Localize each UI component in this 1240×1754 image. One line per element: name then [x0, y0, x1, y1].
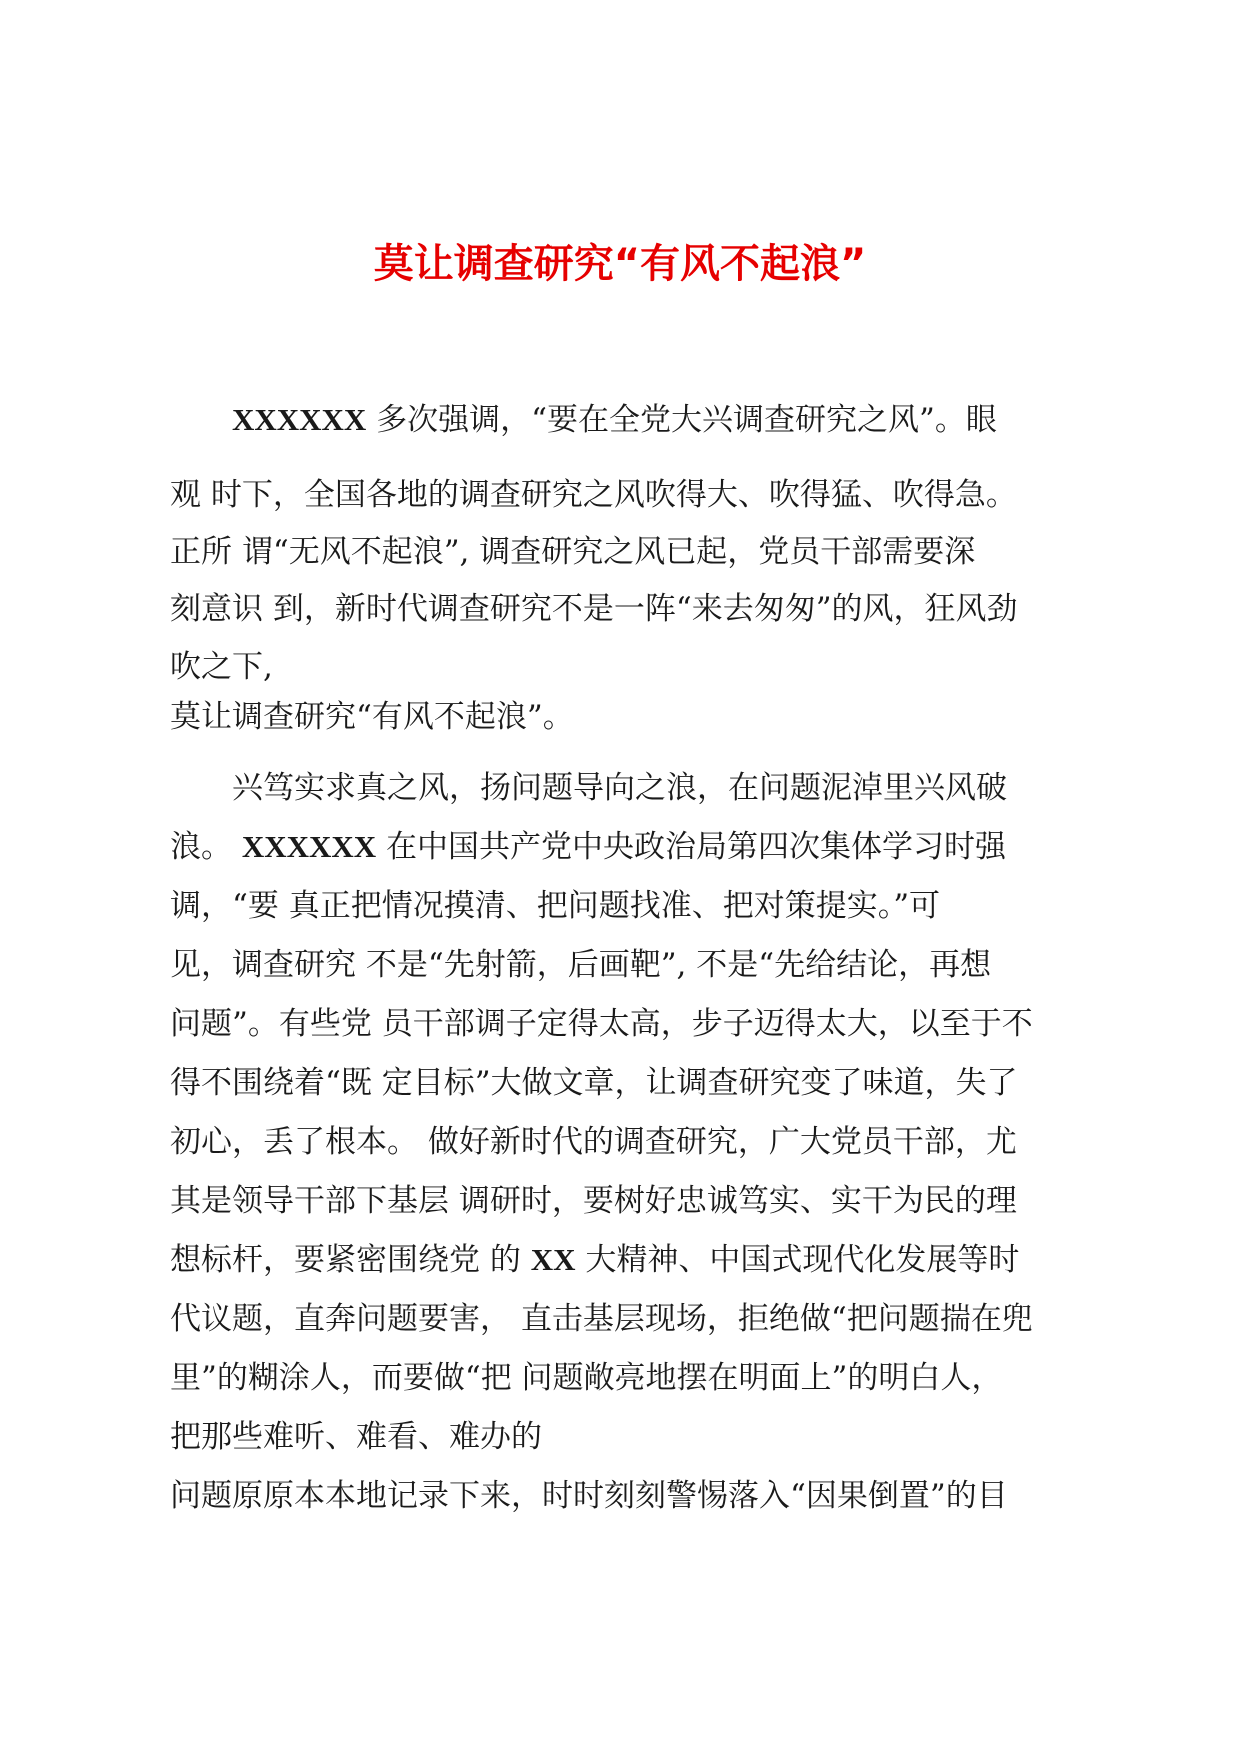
paragraph1-line1	[232, 398, 997, 442]
paragraph2-line2-text: 在中国共产党中央政治局第四次集体学习时强	[376, 829, 1007, 865]
paragraph2-line4: 见，调查研究 不是“先射箭，后画靶”, 不是“先给结论，再想	[170, 947, 992, 983]
paragraph1-line4: 刻意识 到，新时代调查研究不是一阵“来去匆匆”的风，狂风劲	[170, 591, 1018, 627]
paragraph2-line12: 把那些难听、难看、难办的	[170, 1419, 542, 1455]
document-title: 莫让调查研究“有风不起浪”	[373, 241, 867, 287]
paragraph2-line2	[170, 825, 1006, 869]
paragraph1-line5: 吹之下,	[170, 649, 273, 685]
paragraph2-line13: 问题原原本本地记录下来，时时刻刻警惕落入“因果倒置”的目	[170, 1478, 1008, 1514]
paragraph2-line2-prefix: 浪。	[170, 829, 242, 865]
paragraph1-line3: 正所 谓“无风不起浪”, 调查研究之风已起，党员干部需要深	[170, 534, 976, 570]
paragraph2-line1: 兴笃实求真之风，扬问题导向之浪，在问题泥淖里兴风破	[232, 770, 1007, 806]
paragraph2-line9-text: 大精神、中国式现代化发展等时	[575, 1242, 1020, 1278]
paragraph2-line9-prefix: 想标杆，要紧密围绕党 的	[170, 1242, 531, 1278]
paragraph2-line11: 里”的糊涂人，而要做“把 问题敞亮地摆在明面上”的明白人，	[170, 1360, 1003, 1396]
paragraph2-line9	[170, 1238, 1019, 1282]
paragraph1-line1-text: 多次强调，“要在全党大兴调查研究之风”。眼	[366, 402, 997, 438]
paragraph2-line5: 问题”。有些党 员干部调子定得太高，步子迈得太大，以至于不	[170, 1006, 1033, 1042]
paragraph2-line3: 调，“要 真正把情况摸清、把问题找准、把对策提实。”可	[170, 888, 941, 924]
paragraph1-name-placeholder: XXXXXX	[232, 402, 367, 437]
paragraph2-name-placeholder: XXXXXX	[241, 829, 377, 864]
paragraph2-congress-placeholder: XX	[530, 1242, 576, 1277]
paragraph2-line7: 初心，丢了根本。 做好新时代的调查研究，广大党员干部，尤	[170, 1124, 1017, 1160]
paragraph1-line6: 莫让调查研究“有风不起浪”。	[170, 699, 574, 735]
paragraph2-line10: 代议题，直奔问题要害， 直击基层现场，拒绝做“把问题揣在兜	[170, 1301, 1033, 1337]
paragraph1-line2: 观 时下，全国各地的调查研究之风吹得大、吹得猛、吹得急。	[170, 477, 1017, 513]
paragraph2-line8: 其是领导干部下基层 调研时，要树好忠诚笃实、实干为民的理	[170, 1183, 1017, 1219]
paragraph2-line6: 得不围绕着“既 定目标”大做文章，让调查研究变了味道，失了	[170, 1065, 1018, 1101]
